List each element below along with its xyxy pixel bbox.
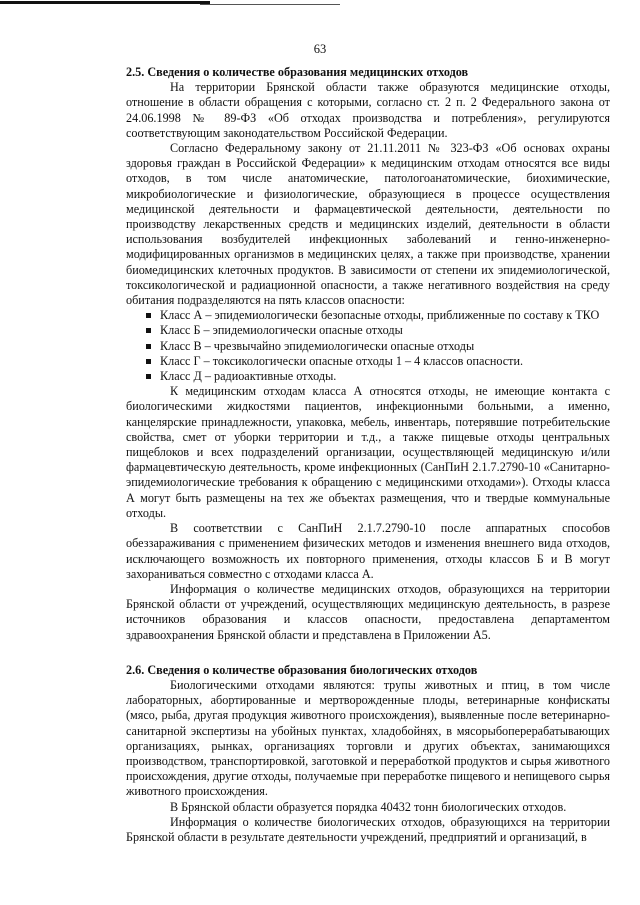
paragraph: Информация о количестве медицинских отходов, образующихся на территории Брянской области от учреждений, осуществляющих медицинскую деятельность, в разрезе источников образования и классов опасности, предоставлена департаментом здравоохранения Брянской области и представлена в Приложении А5. xyxy=(126,581,610,642)
paragraph: Биологическими отходами являются: трупы животных и птиц, в том числе лабораторных, абортированные и мертворожденные плоды, ветеринарные конфискаты (мясо, рыба, другая продукция животного происхождения), выявленные после ветеринарно-санитарной экспертизы на убойных пунктах, хладобойнях, в мясорыбоперерабатывающих организациях, рынках, организациях торговли и других объектах, занимающихся производством, транспортировкой, заготовкой и переработкой продуктов и сырья животного происхождения, другие отходы, получаемые при переработке пищевого и непищевого сырья животного происхождения. xyxy=(126,677,610,799)
section-heading-biological-waste: 2.6. Сведения о количестве образования биологических отходов xyxy=(126,662,478,677)
paragraph: Согласно Федеральному закону от 21.11.2011 № 323-ФЗ «Об основах охраны здоровья граждан в Российской Федерации» к медицинским отходам относятся все виды отходов, в том числе анатомические, патологоанатомические, биохимические, микробиологические и физиологические, образующиеся в процессе осуществления медицинской деятельности и фармацевтической деятельности, деятельности по производству лекарственных средств и медицинских изделий, деятельности в области использования возбудителей инфекционных заболеваний и генно-инженерно-модифицированных организмов в медицинских целях, а также при производстве, хранении биомедицинских клеточных продуктов. В зависимости от степени их эпидемиологической, токсикологической и радиационной опасности, а также негативного воздействия на среду обитания подразделяются на пять классов опасности: xyxy=(126,141,610,308)
scan-edge-mark-thin xyxy=(200,4,340,5)
paragraph: К медицинским отходам класса А относятся отходы, не имеющие контакта с биологическими жидкостями пациентов, инфекционными больными, а именно, канцелярские принадлежности, упаковка, мебель, инвентарь, потерявшие потребительские свойства, смет от уборки территории и т.д., а также пищевые отходы центральных пищеблоков и всех подразделений организации, осуществляющей медицинскую и/или фармацевтическую деятельность, кроме инфекционных (СанПиН 2.1.7.2790-10 «Санитарно-эпидемиологические требования к обращению с медицинскими отходами»). Отходы класса А могут быть размещены на тех же объектах размещения, что и твердые коммунальные отходы. xyxy=(126,384,610,520)
hazard-class-list xyxy=(126,308,610,384)
paragraph: Информация о количестве биологических отходов, образующихся на территории Брянской области в результате деятельности учреждений, предприятий и организаций, в xyxy=(126,814,610,844)
paragraph: В соответствии с СанПиН 2.1.7.2790-10 после аппаратных способов обеззараживания с применением физических методов и изменения внешнего вида отходов, исключающего возможность их повторного применения, отходы классов Б и В могут захораниваться совместно с отходами класса А. xyxy=(126,521,610,581)
list-item-class-g: Класс Г – токсикологически опасные отходы 1 – 4 классов опасности. xyxy=(126,354,610,369)
scan-edge-mark xyxy=(0,1,210,4)
list-item-class-a: Класс А – эпидемиологически безопасные отходы, приближенные по составу к ТКО xyxy=(126,308,610,323)
section-heading-medical-waste: 2.5. Сведения о количестве образования медицинских отходов xyxy=(126,65,469,79)
list-item-class-b: Класс Б – эпидемиологически опасные отходы xyxy=(126,323,610,338)
list-item-class-d: Класс Д – радиоактивные отходы. xyxy=(126,369,610,384)
paragraph: На территории Брянской области также образуются медицинские отходы, отношение в области обращения с которыми, согласно ст. 2 п. 2 Федерального закона от 24.06.1998 № 89-ФЗ «Об отходах производства и потребления», регулируются соответствующим законодательством Российской Федерации. xyxy=(126,80,610,140)
paragraph: В Брянской области образуется порядка 40432 тонн биологических отходов. xyxy=(170,799,567,814)
list-item-class-v: Класс В – чрезвычайно эпидемиологически опасные отходы xyxy=(126,339,610,354)
page-body xyxy=(126,65,610,845)
page-number: 63 xyxy=(313,42,327,56)
